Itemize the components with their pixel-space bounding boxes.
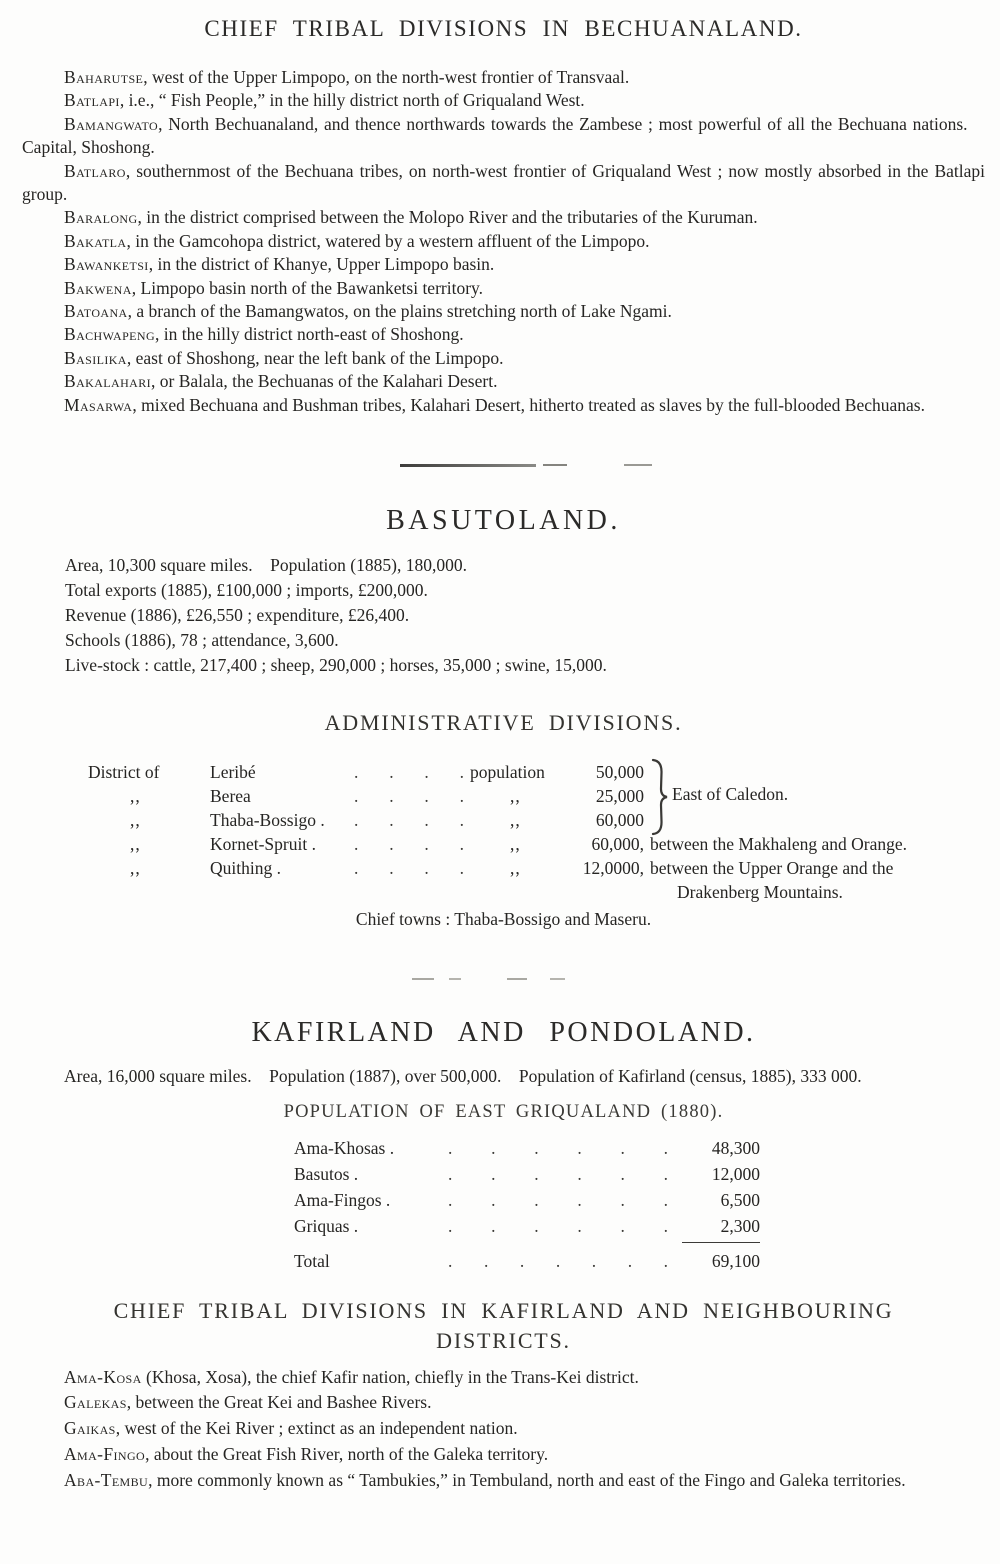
tribe-desc: , in the district comprised between the Molopo River and the tributaries of the Kuruman. (137, 207, 758, 228)
subsection-title-administrative-divisions: ADMINISTRATIVE DIVISIONS. (324, 710, 683, 736)
tribe-entry (22, 370, 985, 393)
group-value: 6,500 (720, 1189, 760, 1210)
tribe-desc: , in the district of Khanye, Upper Limpopo basin. (148, 254, 495, 275)
dot-leader: . . . . (354, 834, 464, 855)
ditto-mark: ,, (130, 834, 141, 855)
tribe-entry (22, 277, 985, 300)
tribe-desc: , in the Gamcohopa district, watered by a western affluent of the Limpopo. (126, 230, 650, 251)
dot-leader: . . . . . . (448, 1215, 668, 1236)
tribe-entry (22, 1390, 985, 1416)
group-name: Basutos . (294, 1163, 359, 1184)
group-name: Griquas . (294, 1215, 359, 1236)
tribe-entry (22, 394, 985, 417)
tribe-desc: , i.e., “ Fish People,” in the hilly district north of Griqualand West. (119, 90, 585, 111)
brace-label: East of Caledon. (672, 784, 789, 805)
total-rule (682, 1242, 760, 1243)
dot-leader: . . . . (354, 858, 464, 879)
district-name: Kornet-Spruit . (210, 834, 316, 855)
population-value: 50,000 (595, 762, 644, 783)
group-value: 48,300 (711, 1137, 760, 1158)
total-value: 69,100 (711, 1250, 760, 1271)
section-divider-faint (22, 977, 985, 981)
basutoland-stats (22, 553, 985, 678)
tribe-name: Aba-Tembu (64, 1469, 149, 1490)
tribe-entry (22, 206, 985, 229)
kafirland-summary: Area, 16,000 square miles. Population (1887), over 500,000. Population of Kafirland (census, 1885), 333 000. (64, 1066, 862, 1087)
tribe-desc: (Khosa, Xosa), the chief Kafir nation, chiefly in the Trans-Kei district. (141, 1366, 639, 1387)
tribe-entry (22, 113, 985, 160)
population-row (294, 1161, 760, 1187)
admin-row-kornet-spruit (22, 832, 985, 856)
admin-row-quithing (22, 856, 985, 880)
ditto-mark: ,, (510, 858, 521, 879)
tribe-entry (22, 347, 985, 370)
tribe-entry (22, 1416, 985, 1442)
tribe-desc: , about the Great Fish River, north of the Galeka territory. (145, 1443, 549, 1464)
ditto-mark: ,, (510, 786, 521, 807)
district-note: between the Makhaleng and Orange. (650, 834, 908, 855)
bechuanaland-entries (22, 66, 985, 417)
kafir-tribe-entries (22, 1365, 985, 1494)
tribe-name: Masarwa (64, 394, 133, 415)
tribe-name: Bakatla (64, 230, 127, 251)
population-total-row (294, 1248, 760, 1274)
district-name: Thaba-Bossigo . (210, 810, 325, 831)
population-row (294, 1135, 760, 1161)
tribe-desc: , in the hilly district north-east of Shoshong. (155, 324, 464, 345)
population-row (294, 1187, 760, 1213)
tribe-desc: , east of Shoshong, near the left bank of the Limpopo. (126, 347, 504, 368)
chief-towns-line: Chief towns : Thaba-Bossigo and Maseru. (355, 909, 652, 930)
admin-row-leribe (22, 760, 985, 784)
section-divider (22, 463, 985, 467)
tribe-entry (22, 66, 985, 89)
dot-leader: . . . . (354, 762, 464, 783)
east-griqualand-table (294, 1135, 760, 1274)
tribe-name: Bachwapeng (64, 324, 156, 345)
tribe-name: Baralong (64, 207, 138, 228)
tribe-entry (22, 253, 985, 276)
population-value: 25,000 (595, 786, 644, 807)
population-value: 60,000 (595, 810, 644, 831)
district-prefix: District of (88, 762, 160, 783)
district-name: Quithing . (210, 858, 281, 879)
tribe-entry (22, 323, 985, 346)
section-title-kafirland: KAFIRLAND AND PONDOLAND. (251, 1017, 756, 1049)
tribe-name: Batlaro (64, 160, 126, 181)
tribe-name: Baharutse (64, 67, 144, 87)
tribe-entry (22, 300, 985, 323)
grouping-brace (650, 757, 670, 842)
dot-leader: . . . . . . (448, 1189, 668, 1210)
tribe-desc: , or Balala, the Bechuanas of the Kalahari Desert. (151, 371, 498, 392)
tribe-desc: , west of the Kei River ; extinct as an independent nation. (115, 1418, 518, 1439)
dot-leader: . . . . . . . (448, 1250, 668, 1271)
ditto-mark: ,, (510, 810, 521, 831)
dot-leader: . . . . (354, 786, 464, 807)
title-line-2: DISTRICTS. (436, 1327, 571, 1353)
population-row (294, 1213, 760, 1239)
tribe-name: Galekas (64, 1392, 127, 1413)
tribe-name: Batlapi (64, 90, 120, 111)
tribe-name: Bamangwato (64, 113, 159, 134)
tribe-name: Bakwena (64, 277, 132, 298)
admin-row-berea (22, 784, 985, 808)
district-note-continuation: Drakenberg Mountains. (677, 882, 843, 903)
population-value: 60,000, (591, 834, 644, 855)
tribe-entry (22, 160, 985, 207)
ditto-mark: ,, (130, 810, 141, 831)
tribe-entry (22, 1468, 985, 1494)
district-name: Leribé (210, 762, 256, 783)
group-value: 2,300 (720, 1215, 760, 1236)
population-label: population (470, 762, 545, 783)
tribe-name: Basilika (64, 347, 127, 368)
tribe-entry (22, 1365, 985, 1391)
table-title-east-griqualand: POPULATION OF EAST GRIQUALAND (1880). (283, 1101, 724, 1122)
stat-line: Live-stock : cattle, 217,400 ; sheep, 290,000 ; horses, 35,000 ; swine, 15,000. (65, 655, 607, 676)
stat-line: Revenue (1886), £26,550 ; expenditure, £26,400. (65, 605, 410, 626)
tribe-desc: , North Bechuanaland, and thence northwards towards the Zambese ; most powerful of all the Bechuana nations. Capital, Shoshong. (22, 113, 985, 158)
stat-line: Schools (1886), 78 ; attendance, 3,600. (65, 630, 339, 651)
group-name: Ama-Khosas . (294, 1137, 395, 1158)
dot-leader: . . . . (354, 810, 464, 831)
section-title-bechuanaland: CHIEF TRIBAL DIVISIONS IN BECHUANALAND. (204, 16, 803, 41)
tribe-desc: , a branch of the Bamangwatos, on the plains stretching north of Lake Ngami. (127, 301, 672, 322)
tribe-name: Bakalahari (64, 371, 151, 392)
tribe-entry (22, 230, 985, 253)
ditto-mark: ,, (130, 786, 141, 807)
tribe-name: Ama-Fingo (64, 1443, 146, 1464)
tribe-desc: , between the Great Kei and Bashee Rivers. (126, 1392, 432, 1413)
tribe-name: Bawanketsi (64, 254, 149, 275)
tribe-name: Batoana (64, 301, 128, 322)
tribe-desc: , mixed Bechuana and Bushman tribes, Kalahari Desert, hitherto treated as slaves by the full-blooded Bechuanas. (132, 394, 925, 415)
district-name: Berea (210, 786, 251, 807)
group-value: 12,000 (711, 1163, 760, 1184)
tribe-desc: , Limpopo basin north of the Bawanketsi territory. (131, 277, 484, 298)
admin-row-thaba-bossigo (22, 808, 985, 832)
ditto-mark: ,, (510, 834, 521, 855)
ditto-mark: ,, (130, 858, 141, 879)
tribe-desc: , west of the Upper Limpopo, on the north-west frontier of Transvaal. (143, 67, 630, 87)
tribe-desc: , southernmost of the Bechuana tribes, on north-west frontier of Griqualand West ; now mostly absorbed in the Batlapi group. (22, 160, 985, 205)
section-title-basutoland: BASUTOLAND. (386, 505, 621, 537)
tribe-name: Gaikas (64, 1418, 116, 1439)
dot-leader: . . . . . . (448, 1163, 668, 1184)
dot-leader: . . . . . . (448, 1137, 668, 1158)
total-label: Total (294, 1250, 330, 1271)
group-name: Ama-Fingos . (294, 1189, 391, 1210)
district-note: between the Upper Orange and the (650, 858, 894, 879)
section-title-kafir-tribes (22, 1296, 985, 1356)
stat-line: Total exports (1885), £100,000 ; imports, £200,000. (65, 580, 428, 601)
title-line-1: CHIEF TRIBAL DIVISIONS IN KAFIRLAND AND NEIGHBOURING (113, 1297, 894, 1323)
tribe-entry (22, 89, 985, 112)
tribe-entry (22, 1442, 985, 1468)
administrative-divisions-table (22, 760, 985, 904)
population-value: 12,0000, (582, 858, 644, 879)
tribe-desc: , more commonly known as “ Tambukies,” in Tembuland, north and east of the Fingo and Galeka territories. (148, 1469, 906, 1490)
stat-line: Area, 10,300 square miles. Population (1885), 180,000. (65, 555, 467, 576)
tribe-name: Ama-Kosa (64, 1366, 142, 1387)
